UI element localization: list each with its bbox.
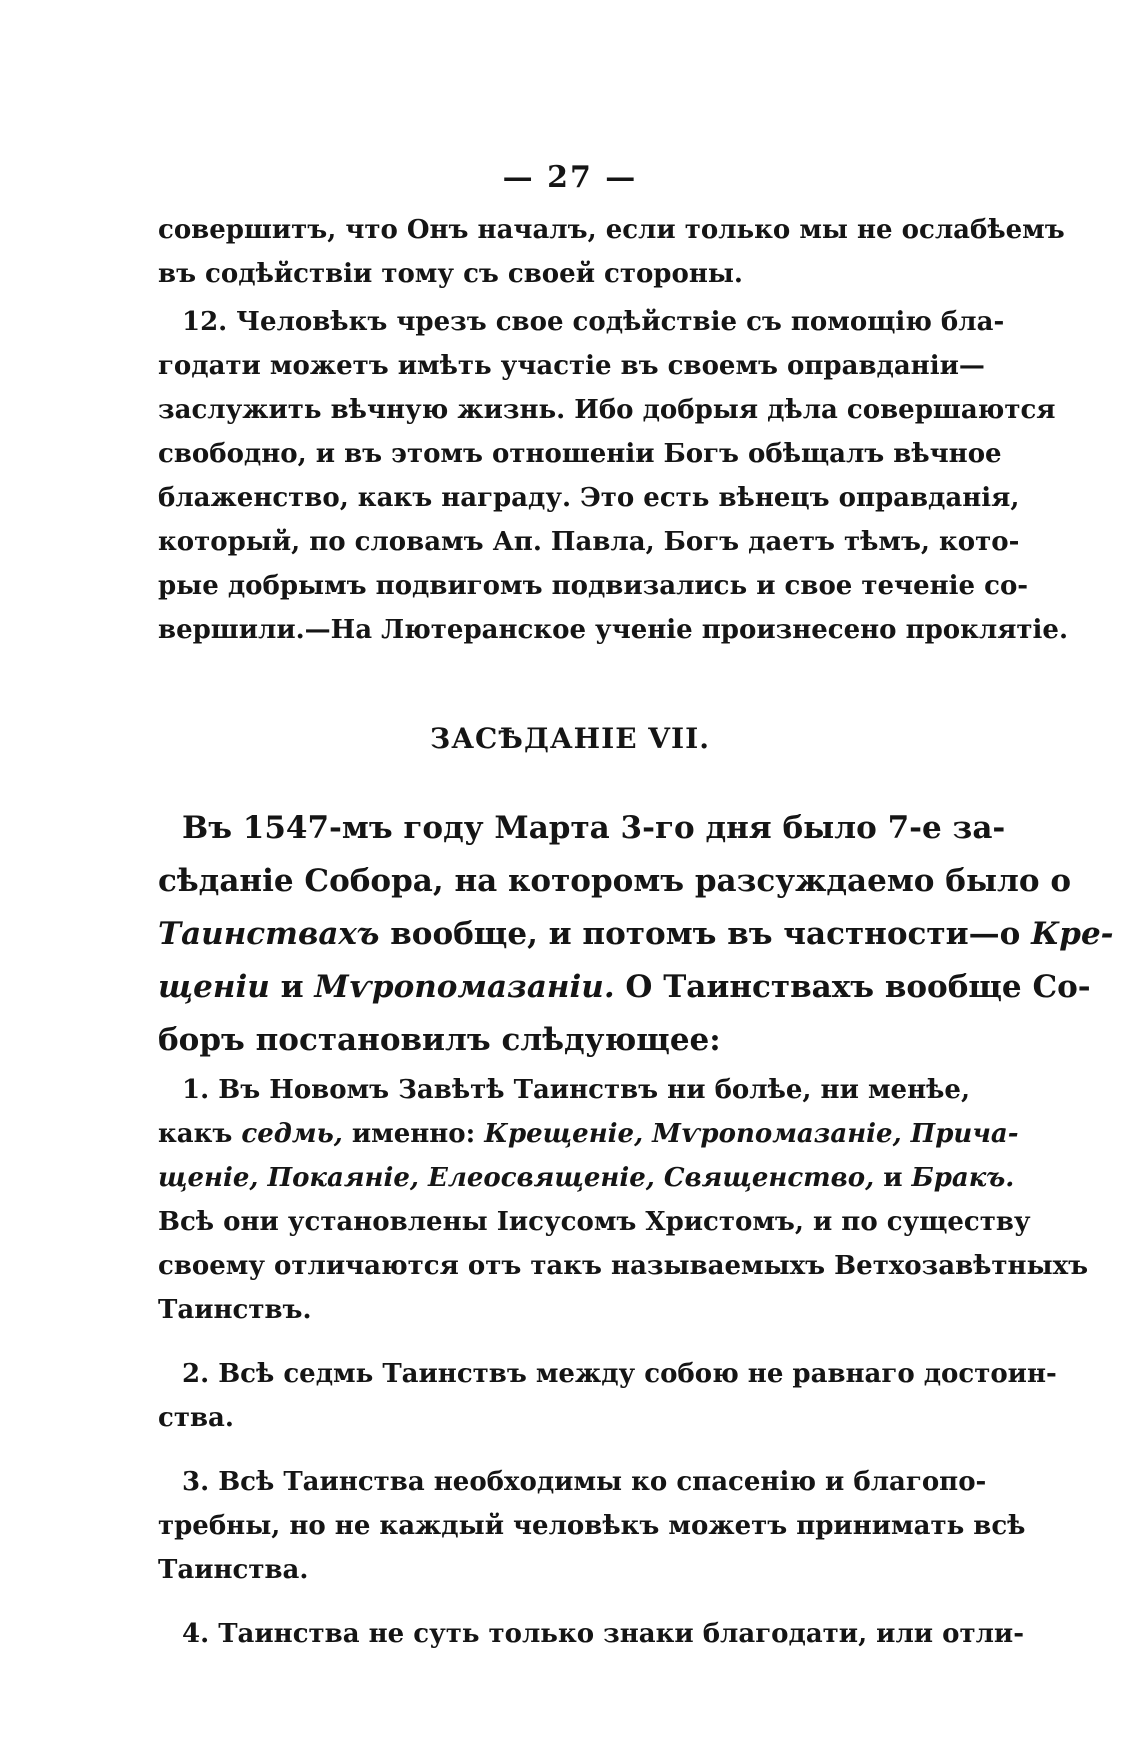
item-1-line <box>158 1156 1015 1200</box>
paragraph-12-line: рые добрымъ подвигомъ подвизались и свое теченіе со- <box>158 571 1029 601</box>
italic-term: Таинствахъ <box>158 916 380 952</box>
item-2-line: ства. <box>158 1403 234 1433</box>
item-4-line: 4. Таинства не суть только знаки благодати, или отли- <box>182 1619 1024 1649</box>
item-2-line: 2. Всѣ седмь Таинствъ между собою не равнаго достоин- <box>182 1359 1057 1389</box>
paragraph-12-line: который, по словамъ Ап. Павла, Богъ даетъ тѣмъ, кото- <box>158 527 1020 557</box>
item-text: какъ <box>158 1119 242 1149</box>
section-heading: ЗАСѢДАНІЕ VII. <box>430 722 710 755</box>
paragraph-12-line: 12. Человѣкъ чрезъ свое содѣйствіе съ помощію бла- <box>182 307 1005 337</box>
intro-line: сѣданіе Собора, на которомъ разсуждаемо было о <box>158 863 1072 899</box>
paragraph-12-line: блаженство, какъ награду. Это есть вѣнецъ оправданія, <box>158 483 1020 513</box>
paragraph-12-line: вершили.—На Лютеранское ученіе произнесено проклятіе. <box>158 615 1069 645</box>
item-text: и <box>874 1163 912 1193</box>
paragraph-12-line: свободно, и въ этомъ отношеніи Богъ обѣщалъ вѣчное <box>158 439 1002 469</box>
text-line: въ содѣйствіи тому съ своей стороны. <box>158 259 743 289</box>
item-1-line: 1. Въ Новомъ Завѣтѣ Таинствъ ни болѣе, ни менѣе, <box>182 1075 970 1105</box>
intro-text: и <box>269 969 315 1005</box>
item-text: именно: <box>342 1119 485 1149</box>
numbered-items <box>158 1068 1089 1656</box>
italic-term: щеніи <box>158 969 270 1005</box>
item-1-line: Всѣ они установлены Іисусомъ Христомъ, и по существу <box>158 1207 1031 1237</box>
italic-term: Бракъ. <box>911 1163 1015 1193</box>
text-line: совершитъ, что Онъ началъ, если только мы не ослабѣемъ <box>158 215 1065 245</box>
page-number: — 27 — <box>502 160 638 195</box>
item-1-line <box>158 1112 1019 1156</box>
item-1-line: своему отличаются отъ такъ называемыхъ Ветхозавѣтныхъ <box>158 1251 1089 1281</box>
italic-term: седмь, <box>241 1119 343 1149</box>
paragraph-12-line: заслужить вѣчную жизнь. Ибо добрыя дѣла совершаются <box>158 395 1056 425</box>
italic-term: Кре- <box>1031 916 1114 952</box>
intro-line: Въ 1547-мъ году Марта 3-го дня было 7-е за- <box>182 810 1006 846</box>
item-1-line: Таинствъ. <box>158 1295 312 1325</box>
text-block-session-vi-end <box>158 208 1069 652</box>
paragraph-12-line: годати можетъ имѣть участіе въ своемъ оправданіи— <box>158 351 985 381</box>
item-3-line: требны, но не каждый человѣкъ можетъ принимать всѣ <box>158 1511 1026 1541</box>
intro-line <box>158 961 1091 1014</box>
item-3-line: Таинства. <box>158 1555 309 1585</box>
italic-term: щеніе, Покаяніе, Елеосвященіе, Священство, <box>158 1163 875 1193</box>
italic-term: Мѵропомазаніи. <box>314 969 615 1005</box>
italic-term: Крещеніе, Мѵропомазаніе, Прича- <box>484 1119 1019 1149</box>
intro-line: боръ постановилъ слѣдующее: <box>158 1022 721 1058</box>
intro-text: вообще, и потомъ въ частности—о <box>379 916 1032 952</box>
item-3-line: 3. Всѣ Таинства необходимы ко спасенію и благопо- <box>182 1467 987 1497</box>
intro-paragraph <box>158 802 1114 1067</box>
intro-text: О Таинствахъ вообще Со- <box>614 969 1091 1005</box>
intro-line <box>158 908 1114 961</box>
